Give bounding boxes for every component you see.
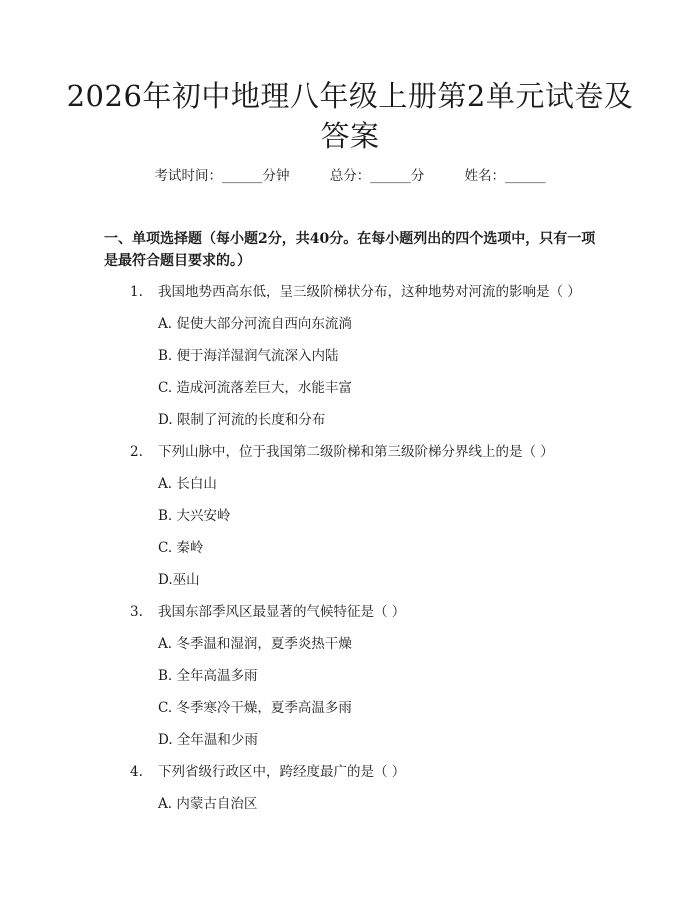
question-text: 下列山脉中，位于我国第二级阶梯和第三级阶梯分界线上的是（ ） [158,444,554,460]
option-3b: B. 全年高温多雨 [158,668,258,684]
question-number: 1. [130,284,143,300]
option-2b: B. 大兴安岭 [158,508,231,524]
question-text: 我国东部季风区最显著的气候特征是（ ） [158,604,406,620]
exam-title: 2026年初中地理八年级上册第2单元试卷及答案 [66,79,634,153]
question-number: 2. [130,444,143,460]
section-heading: 一、单项选择题（每小题2分，共40分。在每小题列出的四个选项中，只有一项是最符合题目要求的。） [104,231,596,269]
question-text: 下列省级行政区中，跨经度最广的是（ ） [158,764,406,780]
question-1 [130,282,581,302]
exam-info-line [0,166,700,186]
student-name-field: 姓名：______ [464,168,546,184]
option-3c: C. 冬季寒冷干燥，夏季高温多雨 [158,700,352,716]
option-3a: A. 冬季温和湿润，夏季炎热干燥 [158,636,352,652]
option-2c: C. 秦岭 [158,540,204,556]
question-number: 3. [130,604,143,620]
total-score-field: 总分：______分 [329,168,425,184]
question-number: 4. [130,764,143,780]
option-2a: A. 长白山 [158,476,217,492]
option-1a: A. 促使大部分河流自西向东流淌 [158,316,352,332]
option-1b: B. 便于海洋湿润气流深入内陆 [158,348,339,364]
option-2d: D.巫山 [158,572,200,588]
option-3d: D. 全年温和少雨 [158,732,258,748]
question-text: 我国地势西高东低，呈三级阶梯状分布，这种地势对河流的影响是（ ） [158,284,581,300]
question-2 [130,442,554,462]
option-4a: A. 内蒙古自治区 [158,796,258,812]
exam-time-field: 考试时间：______分钟 [154,168,290,184]
option-1c: C. 造成河流落差巨大，水能丰富 [158,380,352,396]
question-4 [130,762,405,782]
question-3 [130,602,405,622]
option-1d: D. 限制了河流的长度和分布 [158,412,326,428]
